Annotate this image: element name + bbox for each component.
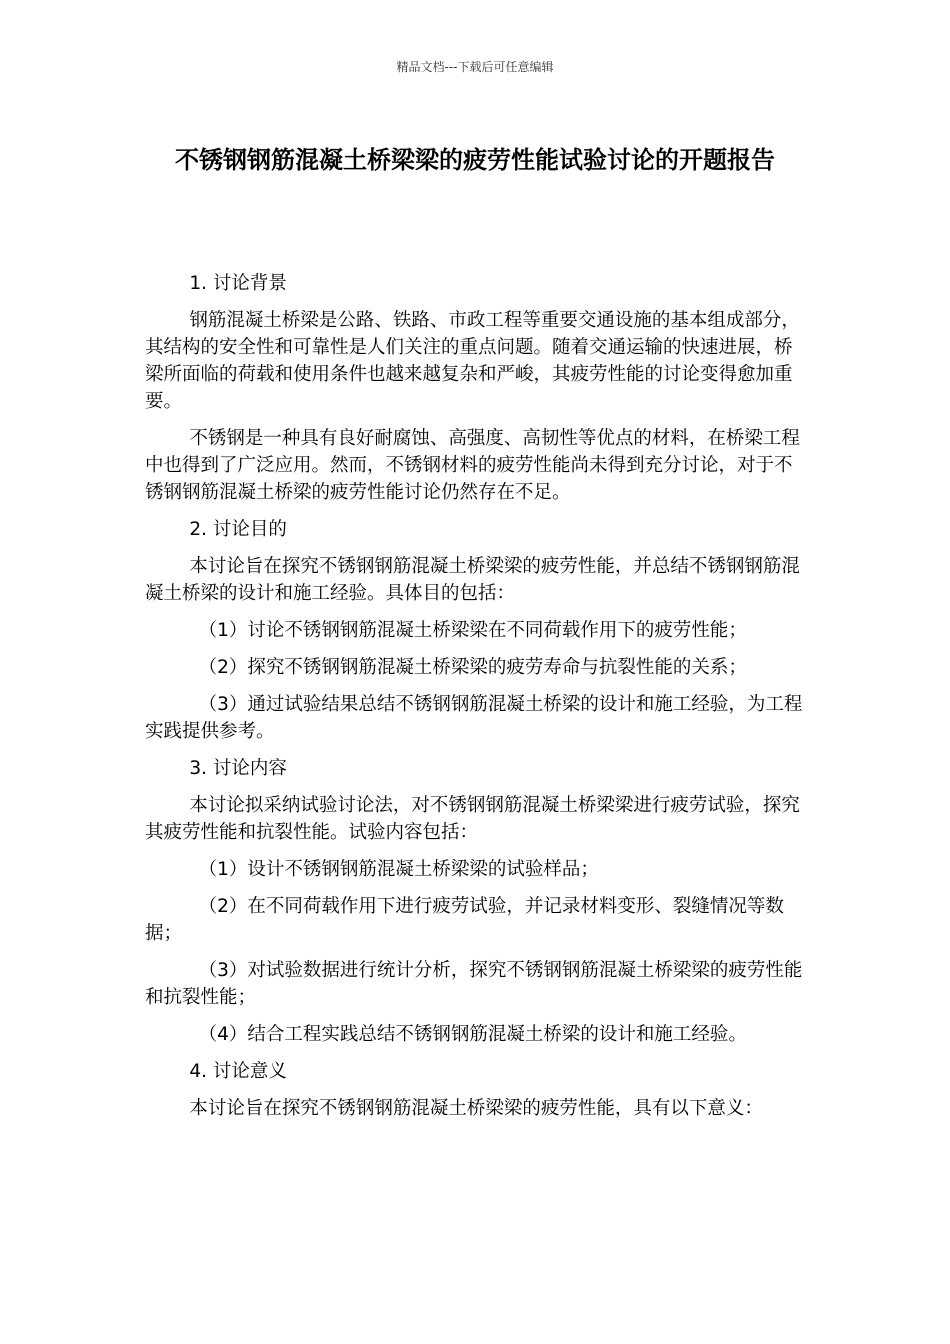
document-title: 不锈钢钢筋混凝土桥梁梁的疲劳性能试验讨论的开题报告 [175,146,775,174]
paragraph-content-intro: 本讨论拟采纳试验讨论法，对不锈钢钢筋混凝土桥梁梁进行疲劳试验，探究其疲劳性能和抗裂性能。试验内容包括： [145,795,800,843]
section-heading-content: 3. 讨论内容 [189,758,287,779]
paragraph-purpose-intro: 本讨论旨在探究不锈钢钢筋混凝土桥梁梁的疲劳性能，并总结不锈钢钢筋混凝土桥梁的设计和施工经验。具体目的包括： [145,556,800,604]
section-heading-background: 1. 讨论背景 [189,273,287,294]
list-item-purpose-3: （3）通过试验结果总结不锈钢钢筋混凝土桥梁的设计和施工经验，为工程实践提供参考。 [145,694,803,742]
header-note: 精品文档---下载后可任意编辑 [396,60,554,74]
section-heading-significance: 4. 讨论意义 [189,1061,287,1082]
list-item-purpose-2: （2）探究不锈钢钢筋混凝土桥梁梁的疲劳寿命与抗裂性能的关系； [198,657,747,678]
list-item-content-2: （2）在不同荷载作用下进行疲劳试验，并记录材料变形、裂缝情况等数据； [145,896,784,944]
list-item-purpose-1: （1）讨论不锈钢钢筋混凝土桥梁梁在不同荷载作用下的疲劳性能； [198,620,747,641]
list-item-content-1: （1）设计不锈钢钢筋混凝土桥梁梁的试验样品； [198,859,599,880]
paragraph-significance-intro: 本讨论旨在探究不锈钢钢筋混凝土桥梁梁的疲劳性能，具有以下意义： [189,1098,763,1119]
document-body [145,270,805,1132]
paragraph-background-2: 不锈钢是一种具有良好耐腐蚀、高强度、高韧性等优点的材料，在桥梁工程中也得到了广泛应用。然而，不锈钢材料的疲劳性能尚未得到充分讨论，对于不锈钢钢筋混凝土桥梁的疲劳性能讨论仍然存在不足。 [145,428,800,503]
list-item-content-4: （4）结合工程实践总结不锈钢钢筋混凝土桥梁的设计和施工经验。 [198,1024,747,1045]
paragraph-background-1: 钢筋混凝土桥梁是公路、铁路、市政工程等重要交通设施的基本组成部分，其结构的安全性和可靠性是人们关注的重点问题。随着交通运输的快速进展，桥梁所面临的荷载和使用条件也越来越复杂和严峻，其疲劳性能的讨论变得愈加重要。 [145,310,800,412]
list-item-content-3: （3）对试验数据进行统计分析，探究不锈钢钢筋混凝土桥梁梁的疲劳性能和抗裂性能； [145,960,803,1008]
section-heading-purpose: 2. 讨论目的 [189,519,287,540]
